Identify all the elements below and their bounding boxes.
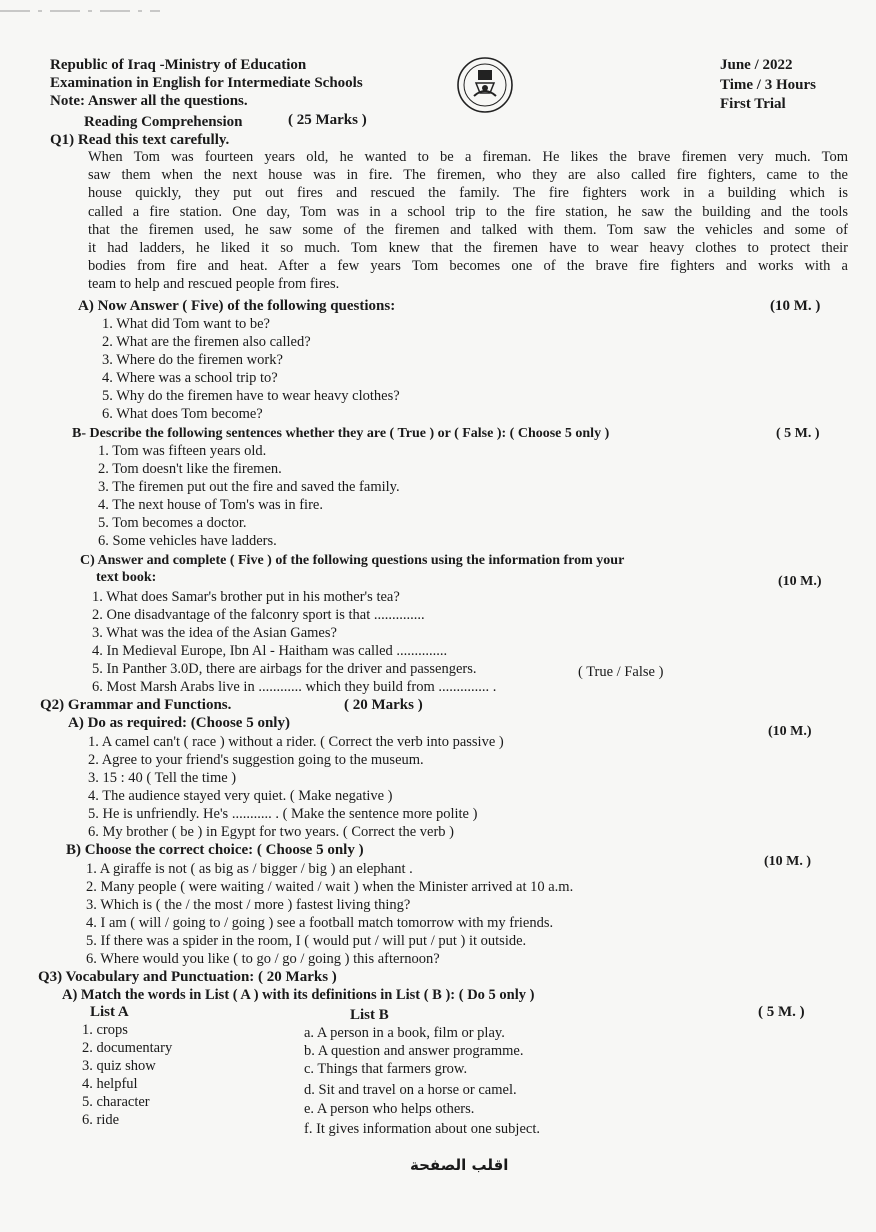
q2a-title: A) Do as required: (Choose 5 only) xyxy=(68,715,290,731)
q1c-title-cont: text book: xyxy=(96,570,157,585)
q1c-marks: (10 M.) xyxy=(778,574,822,589)
reading-passage xyxy=(88,148,848,294)
list-b-item: d. Sit and travel on a horse or camel. xyxy=(304,1082,517,1098)
passage-line: it had ladders, he liked it so much. Tom knew that the firemen have to wear heavy clothes to protect their xyxy=(88,240,848,257)
list-b-item: b. A question and answer programme. xyxy=(304,1043,524,1059)
q1b-item: 2. Tom doesn't like the firemen. xyxy=(98,461,282,477)
scan-artifact-line xyxy=(0,0,160,3)
q1c-true-false: ( True / False ) xyxy=(578,664,664,680)
q1a-item: 6. What does Tom become? xyxy=(102,406,263,422)
passage-line: called a fire station. One day, Tom was in a school trip to the fire station, he saw the building and the tools xyxy=(88,203,848,220)
q1b-marks: ( 5 M. ) xyxy=(776,426,820,441)
q2a-item: 6. My brother ( be ) in Egypt for two years. ( Correct the verb ) xyxy=(88,824,455,840)
q2b-item: 2. Many people ( were waiting / waited / wait ) when the Minister arrived at 10 a.m. xyxy=(86,879,574,895)
passage-line: bodies from fire and heat. After a few years Tom becomes one of the brave fire fighters and works with a xyxy=(88,258,848,275)
q1b-title: B- Describe the following sentences whether they are ( True ) or ( False ): ( Choose 5 only ) xyxy=(72,426,610,441)
list-b-item: f. It gives information about one subject. xyxy=(304,1121,540,1137)
q2a-item: 5. He is unfriendly. He's ........... . ( Make the sentence more polite ) xyxy=(88,806,478,822)
q1b-item: 5. Tom becomes a doctor. xyxy=(98,515,247,531)
q1b-item: 4. The next house of Tom's was in fire. xyxy=(98,497,323,513)
list-a-label: List A xyxy=(90,1004,129,1020)
q2b-item: 5. If there was a spider in the room, I ( would put / will put / put ) it outside. xyxy=(86,933,527,949)
list-a-item: 6. ride xyxy=(82,1112,120,1128)
passage-line: When Tom was fourteen years old, he wanted to be a fireman. He likes the brave firemen very much. Tom xyxy=(88,149,848,165)
q3a-title: A) Match the words in List ( A ) with its definitions in List ( B ): ( Do 5 only ) xyxy=(62,987,535,1003)
q1c-item: 2. One disadvantage of the falconry sport is that .............. xyxy=(92,607,425,623)
q1c-item: 6. Most Marsh Arabs live in ............ which they build from .............. . xyxy=(92,679,497,695)
passage-line: that the firemen used, he saw some of the firemen and talked with them. Tom saw the vehicles and some of xyxy=(88,221,848,238)
q2a-item: 2. Agree to your friend's suggestion going to the museum. xyxy=(88,752,424,768)
passage-line: team to help and rescued people from fires. xyxy=(88,276,340,293)
q2b-item: 6. Where would you like ( to go / go / going ) this afternoon? xyxy=(86,951,440,967)
q1-title: Q1) Read this text carefully. xyxy=(50,132,230,148)
q3a-marks: ( 5 M. ) xyxy=(758,1004,805,1020)
q2b-item: 1. A giraffe is not ( as big as / bigger / big ) an elephant . xyxy=(86,861,413,877)
q2b-marks: (10 M. ) xyxy=(764,854,812,869)
q1a-title: A) Now Answer ( Five) of the following questions: xyxy=(78,298,396,314)
ministry-seal-icon xyxy=(456,56,514,114)
q2a-item: 4. The audience stayed very quiet. ( Make negative ) xyxy=(88,788,393,804)
q1c-item: 3. What was the idea of the Asian Games? xyxy=(92,625,337,641)
header-exam-title: Examination in English for Intermediate Schools xyxy=(50,75,363,91)
passage-line: saw them when the next house was in fire. The firemen, who they are also called fire fighters, came to the xyxy=(88,167,848,184)
q3-title: Q3) Vocabulary and Punctuation: ( 20 Marks ) xyxy=(38,969,337,985)
section-title: Reading Comprehension xyxy=(84,114,243,130)
q1b-item: 3. The firemen put out the fire and saved the family. xyxy=(98,479,400,495)
list-a-item: 1. crops xyxy=(82,1022,128,1038)
header-ministry: Republic of Iraq -Ministry of Education xyxy=(50,57,307,73)
list-b-item: a. A person in a book, film or play. xyxy=(304,1025,505,1041)
section-marks: ( 25 Marks ) xyxy=(288,112,367,128)
q2b-item: 4. I am ( will / going to / going ) see a football match tomorrow with my friends. xyxy=(86,915,554,931)
q1c-title: C) Answer and complete ( Five ) of the following questions using the information from your xyxy=(80,553,625,568)
turn-page-note: اقلب الصفحة xyxy=(410,1156,509,1174)
q1b-item: 1. Tom was fifteen years old. xyxy=(98,443,267,459)
list-b-item: c. Things that farmers grow. xyxy=(304,1061,468,1077)
header-note: Note: Answer all the questions. xyxy=(50,93,248,109)
q1a-item: 5. Why do the firemen have to wear heavy clothes? xyxy=(102,388,400,404)
header-time: Time / 3 Hours xyxy=(720,77,816,93)
q2b-item: 3. Which is ( the / the most / more ) fastest living thing? xyxy=(86,897,411,913)
list-a-item: 4. helpful xyxy=(82,1076,138,1092)
q1a-item: 4. Where was a school trip to? xyxy=(102,370,278,386)
list-a-item: 5. character xyxy=(82,1094,150,1110)
q1a-marks: (10 M. ) xyxy=(770,298,821,314)
q2-title: Q2) Grammar and Functions. xyxy=(40,697,232,713)
list-b-item: e. A person who helps others. xyxy=(304,1101,475,1117)
header-trial: First Trial xyxy=(720,96,786,112)
q1c-item: 4. In Medieval Europe, Ibn Al - Haitham was called .............. xyxy=(92,643,448,659)
list-a-item: 2. documentary xyxy=(82,1040,173,1056)
q2a-item: 3. 15 : 40 ( Tell the time ) xyxy=(88,770,237,786)
q1a-item: 3. Where do the firemen work? xyxy=(102,352,283,368)
list-a-item: 3. quiz show xyxy=(82,1058,156,1074)
header-date: June / 2022 xyxy=(720,57,793,73)
q1a-item: 1. What did Tom want to be? xyxy=(102,316,270,332)
q2b-title: B) Choose the correct choice: ( Choose 5 only ) xyxy=(66,842,364,858)
list-b-label: List B xyxy=(350,1007,389,1023)
q2a-item: 1. A camel can't ( race ) without a rider. ( Correct the verb into passive ) xyxy=(88,734,504,750)
q1c-item: 1. What does Samar's brother put in his mother's tea? xyxy=(92,589,400,605)
q1b-item: 6. Some vehicles have ladders. xyxy=(98,533,277,549)
q1a-item: 2. What are the firemen also called? xyxy=(102,334,311,350)
passage-line: house quickly, they put out fires and rescued the family. The fire fighters work in a building which is xyxy=(88,185,848,202)
q2-marks: ( 20 Marks ) xyxy=(344,697,423,713)
q2a-marks: (10 M.) xyxy=(768,724,812,739)
q1c-item: 5. In Panther 3.0D, there are airbags for the driver and passengers. xyxy=(92,661,477,677)
